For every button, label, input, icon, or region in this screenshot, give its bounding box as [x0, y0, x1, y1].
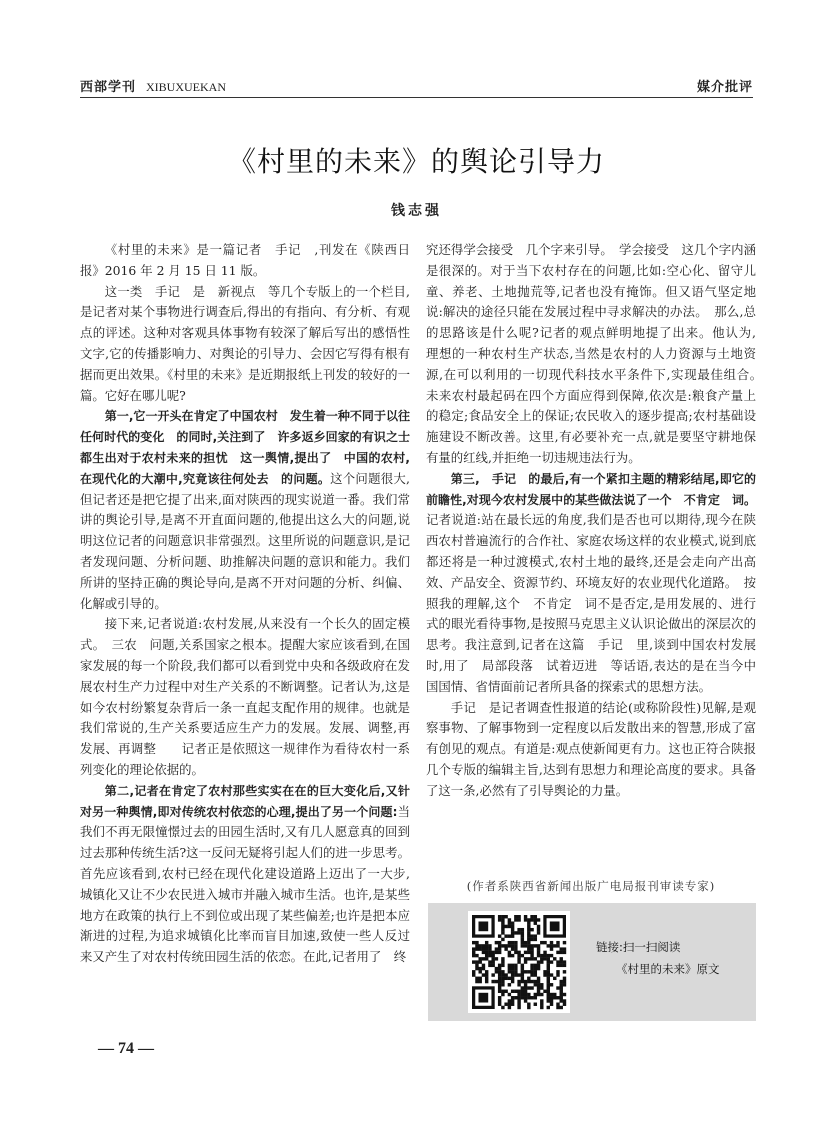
paragraph-text: 接下来,记者说道:农村发展,从来没有一个长久的固定模式。 三农 问题,关系国家之根本。提醒大家应该看到,在国家发展的每一个阶段,我们都可以看到党中央和各级政府在发展农村生产力过程中对生产关系的不断调整。记者认为,这是如今农村纷繁复杂背后一条一直起支配作用的规律。也就是我们常说的,生产关系要适应生产力的发展。发展、调整,再发展、再调整 记者正是依照这一规律作为看待农村一系列变化的理论依据的。	[80, 616, 410, 777]
paragraph-lead: 第三, 手记 的最后,有一个紧扣主题的精彩结尾,即它的前瞻性,对现今农村发展中的某些做法说了一个 不肯定 词。	[426, 471, 756, 507]
journal-name-en: XIBUXUEKAN	[146, 80, 227, 94]
article-title: 《村里的未来》的舆论引导力	[227, 145, 605, 178]
header-divider	[80, 97, 753, 98]
journal-name-cn: 西部学刊	[80, 80, 137, 95]
paragraph	[80, 240, 410, 282]
qr-link-panel	[428, 903, 756, 1021]
paragraph-text: 手记 是记者调查性报道的结论(或称阶段性)见解,是观察事物、了解事物到一定程度以后发散出来的智慧,形成了富有创见的观点。有道是:观点使新闻更有力。这也正符合陕报几个专版的编辑主旨,达到有思想力和理论高度的要求。具备了这一条,必然有了引导舆论的力量。	[426, 699, 756, 798]
paragraph	[426, 240, 769, 469]
page-header	[80, 76, 753, 98]
paragraph-lead: 第一,它一开头在肯定了中国农村 发生着一种不同于以往任何时代的变化 的同时,关注到了 许多返乡回家的有识之士都生出对于农村未来的担忧 这一舆情,提出了 中国的农村,在现代化的大潮中,究竟该往何处去 的问题。	[80, 409, 410, 486]
paragraph	[80, 406, 410, 614]
page-number: — 74 —	[98, 1040, 154, 1057]
paragraph	[426, 698, 756, 802]
link-label: 链接:扫一扫阅读	[596, 940, 681, 954]
paragraph-text: 当我们不再无限憧憬过去的田园生活时,又有几人愿意真的回到过去那种传统生活?这一反问无疑将引起人们的进一步思考。首先应该看到,农村已经在现代化建设道路上迈出了一大步,城镇化又让不少农民进入城市并融入城市生活。也许,是某些地方在政策的执行上不到位或出现了某些偏差;也许是把本应渐进的过程,为追求城镇化比率而盲目加速,致使一些人反过来又产生了对农村传统田园生活的依恋。在此,记者用了 终	[80, 803, 411, 965]
paragraph-text: 记者说道:站在最长远的角度,我们是否也可以期待,现今在陕西农村普遍流行的合作社、家庭农场这样的农业模式,说到底都还将是一种过渡模式,农村土地的最终,还是会走向产出高效、产品安全、资源节约、环境友好的农业现代化道路。 按照我的理解,这个 不肯定 词不是否定,是用发展的、进行式的眼光看待事物,是按照马克思主义认识论做出的深层次的思考。我注意到,记者在这篇 手记 里,谈到中国农村发展时,用了 局部段落 试着迈进 等话语,表达的是在当今中国国情、省情面前记者所具备的探索式的思想方法。	[426, 512, 756, 694]
right-column	[426, 240, 769, 802]
qr-code-graphic	[468, 911, 570, 1013]
article-author: 钱志强	[391, 203, 442, 219]
link-title: 《村里的未来》原文	[616, 962, 720, 976]
qr-code-icon[interactable]	[468, 911, 570, 1013]
paragraph	[80, 282, 410, 407]
paragraph-text: 《村里的未来》是一篇记者 手记 ,刊发在《陕西日报》2016 年 2 月 15 日 11 版。	[80, 242, 410, 278]
paragraph	[80, 781, 410, 968]
left-column	[80, 240, 410, 968]
paragraph-text: 这个问题很大,但记者还是把它提了出来,面对陕西的现实说道一番。我们常讲的舆论引导,是离不开直面问题的,他提出这么大的问题,说明这位记者的问题意识非常强烈。这里所说的问题意识,是记者发现问题、分析问题、助推解决问题的意识和能力。我们所讲的坚持正确的舆论导向,是离不开对问题的分析、纠偏、化解或引导的。	[80, 470, 410, 611]
paragraph-text: 究还得学会接受 几个字来引导。 学会接受 这几个字内涵是很深的。对于当下农村存在的问题,比如:空心化、留守儿童、养老、土地抛荒等,记者也没有掩饰。但又语气坚定地说:解决的途径只能在发展过程中寻求解决的办法。 那么,总的思路该是什么呢?记者的观点鲜明地提了出来。他认为, 理想的一种农村生产状态,当然是农村的人力资源与土地资源,在可以利用的一切现代科技水平条件下,实现最佳组合。 未来农村最起码在四个方面应得到保障,依次是:粮食产量上的稳定;食品安全上的保证;农民收入的逐步提高;农村基础设施建设不断改善。这里,有必要补充一点,就是要坚守耕地保有量的红线,并拒绝一切违规违法行为。	[426, 242, 769, 465]
paragraph	[426, 469, 756, 698]
journal-name	[80, 76, 226, 95]
author-affiliation: (作者系陕西省新闻出版广电局报刊审读专家)	[466, 879, 716, 893]
section-name: 媒介批评	[696, 80, 753, 95]
paragraph-text: 这一类 手记 是 新视点 等几个专版上的一个栏目,是记者对某个事物进行调查后,得出的有指向、有分析、有观点的评述。这种对客观具体事物有较深了解后写出的感悟性文字,它的传播影响力、对舆论的引导力、会因它写得有根有据而更出效果。《村里的未来》是近期报纸上刊发的较好的一篇。它好在哪儿呢?	[80, 283, 410, 403]
paragraph-lead: 第二,记者在肯定了农村那些实实在在的巨大变化后,又针对另一种舆情,即对传统农村依恋的心理,提出了另一个问题:	[80, 783, 410, 819]
paragraph	[80, 614, 410, 780]
